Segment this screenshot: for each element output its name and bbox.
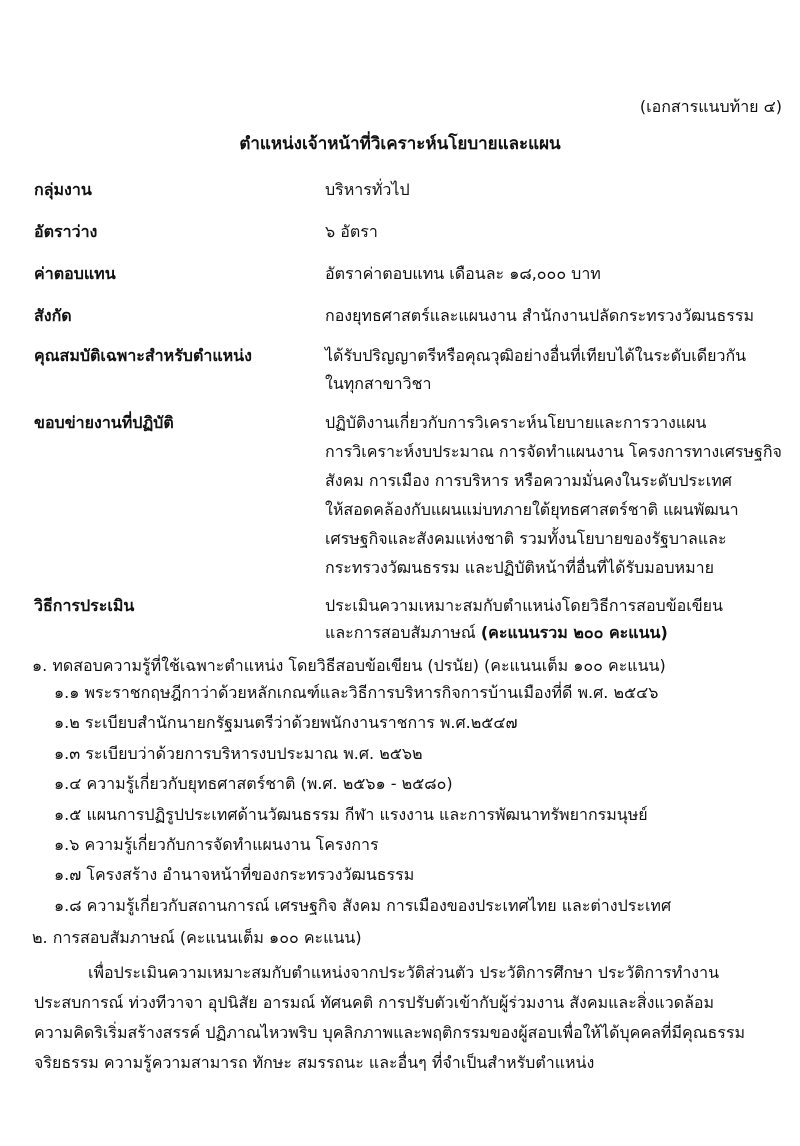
list-item: ๑.๔ ความรู้เกี่ยวกับยุทธศาสตร์ชาติ (พ.ศ. ๒๕๖๑ - ๒๕๘๐) <box>54 774 453 794</box>
field-label: สังกัด <box>34 306 72 325</box>
field-duties <box>0 408 800 592</box>
field-vacancy <box>0 220 800 262</box>
field-label: กลุ่มงาน <box>34 180 92 199</box>
field-label: ค่าตอบแทน <box>34 264 116 283</box>
field-label: คุณสมบัติเฉพาะสำหรับตำแหน่ง <box>34 346 252 365</box>
value-line <box>325 619 787 646</box>
interview-description <box>34 958 786 1078</box>
value-text: และการสอบสัมภาษณ์ <box>325 623 481 642</box>
field-unit <box>0 304 800 342</box>
field-value: บริหารทั่วไป <box>325 180 410 199</box>
paragraph-line: เพื่อประเมินความเหมาะสมกับตำแหน่งจากประวัติส่วนตัว ประวัติการศึกษา ประวัติการทำงาน <box>88 963 720 982</box>
section-heading: ๒. การสอบสัมภาษณ์ (คะแนนเต็ม ๑๐๐ คะแนน) <box>32 928 362 947</box>
attachment-label: (เอกสารแนบท้าย ๔) <box>639 97 782 116</box>
value-line: ได้รับปริญญาตรีหรือคุณวุฒิอย่างอื่นที่เทียบได้ในระดับเดียวกัน <box>325 346 747 365</box>
field-value <box>325 342 787 398</box>
value-line: เศรษฐกิจและสังคมแห่งชาติ รวมทั้งนโยบายของรัฐบาลและ <box>325 529 727 548</box>
value-line: ให้สอดคล้องกับแผนแม่บทภายใต้ยุทธศาสตร์ชาติ แผนพัฒนา <box>325 500 739 519</box>
field-assessment <box>0 592 800 648</box>
value-line: ในทุกสาขาวิชา <box>325 374 432 393</box>
field-salary <box>0 262 800 304</box>
interview-section <box>0 926 800 950</box>
field-label: ขอบข่ายงานที่ปฏิบัติ <box>34 413 174 432</box>
value-line: ปฏิบัติงานเกี่ยวกับการวิเคราะห์นโยบายและการวางแผน <box>325 413 707 432</box>
list-item: ๑.๒ ระเบียบสำนักนายกรัฐมนตรีว่าด้วยพนักงานราชการ พ.ศ.๒๕๔๗ <box>54 713 518 733</box>
field-value <box>325 592 787 646</box>
field-value <box>325 408 787 582</box>
total-score: (คะแนนรวม ๒๐๐ คะแนน) <box>480 623 668 642</box>
field-label: อัตราว่าง <box>34 222 98 241</box>
list-item: ๑.๖ ความรู้เกี่ยวกับการจัดทำแผนงาน โครงการ <box>54 835 379 855</box>
paragraph-line: ความคิดริเริ่มสร้างสรรค์ ปฏิภาณไหวพริบ บุคลิกภาพและพฤติกรรมของผู้สอบเพื่อให้ได้บุคคลที่มีคุณธรรม <box>34 1023 746 1042</box>
field-value: อัตราค่าตอบแทน เดือนละ ๑๘,๐๐๐ บาท <box>325 264 601 283</box>
job-fields <box>0 178 800 648</box>
paragraph-line: ประสบการณ์ ท่วงทีวาจา อุปนิสัย อารมณ์ ทัศนคติ การปรับตัวเข้ากับผู้ร่วมงาน สังคมและสิ่งแวดล้อม <box>34 993 715 1012</box>
field-label: วิธีการประเมิน <box>34 596 135 615</box>
list-item: ๑.๓ ระเบียบว่าด้วยการบริหารงบประมาณ พ.ศ. ๒๕๖๒ <box>54 743 423 763</box>
list-item: ๑.๕ แผนการปฏิรูปประเทศด้านวัฒนธรรม กีฬา แรงงาน และการพัฒนาทรัพยากรมนุษย์ <box>54 804 648 824</box>
field-qualification <box>0 342 800 408</box>
list-item: ๑.๘ ความรู้เกี่ยวกับสถานการณ์ เศรษฐกิจ สังคม การเมืองของประเทศไทย และต่างประเทศ <box>54 895 672 915</box>
value-line: กระทรวงวัฒนธรรม และปฏิบัติหน้าที่อื่นที่ได้รับมอบหมาย <box>325 558 714 577</box>
field-value: กองยุทธศาสตร์และแผนงาน สำนักงานปลัดกระทรวงวัฒนธรรม <box>325 306 754 325</box>
section-heading: ๑. ทดสอบความรู้ที่ใช้เฉพาะตำแหน่ง โดยวิธีสอบข้อเขียน (ปรนัย) (คะแนนเต็ม ๑๐๐ คะแนน) <box>32 656 666 675</box>
field-value: ๖ อัตรา <box>325 222 378 241</box>
value-line: ประเมินความเหมาะสมกับตำแหน่งโดยวิธีการสอบข้อเขียน <box>325 596 723 615</box>
value-line: สังคม การเมือง การบริหาร หรือความมั่นคงในระดับประเทศ <box>325 471 732 490</box>
page-title: ตำแหน่งเจ้าหน้าที่วิเคราะห์นโยบายและแผน <box>239 134 561 154</box>
written-exam-section <box>0 654 800 921</box>
value-line: การวิเคราะห์งบประมาณ การจัดทำแผนงาน โครงการทางเศรษฐกิจ <box>325 442 782 461</box>
exam-topics <box>0 678 800 921</box>
list-item: ๑.๑ พระราชกฤษฎีกาว่าด้วยหลักเกณฑ์และวิธีการบริหารกิจการบ้านเมืองที่ดี พ.ศ. ๒๕๔๖ <box>54 683 659 702</box>
paragraph-line: จริยธรรม ความรู้ความสามารถ ทักษะ สมรรถนะ และอื่นๆ ที่จำเป็นสำหรับตำแหน่ง <box>34 1053 595 1072</box>
field-group <box>0 178 800 220</box>
list-item: ๑.๗ โครงสร้าง อำนาจหน้าที่ของกระทรวงวัฒนธรรม <box>54 865 415 885</box>
